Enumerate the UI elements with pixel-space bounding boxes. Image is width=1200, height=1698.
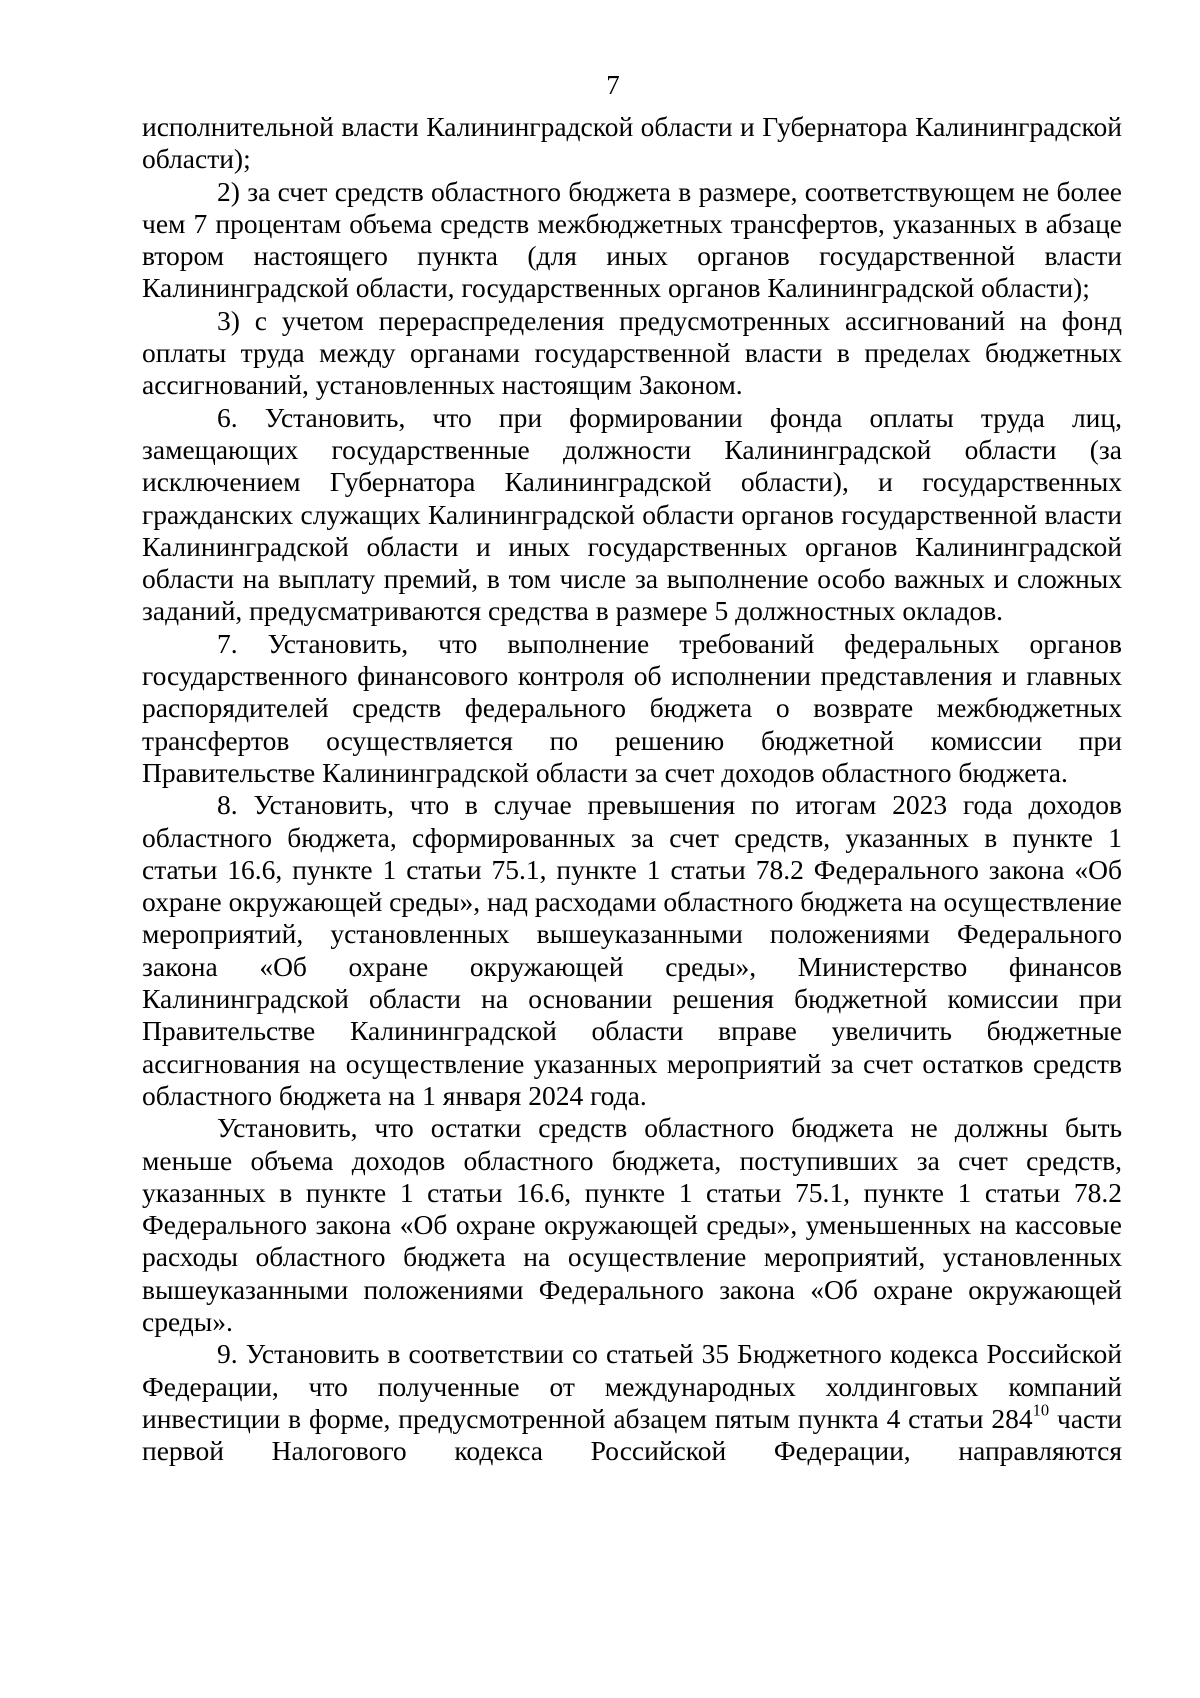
- paragraph-item-2: 2) за счет средств областного бюджета в размере, соответствующем не более чем 7 процентам объема средств межбюджетных трансфертов, указанных в абзаце втором настоящего пункта (для иных органов государственной власти Калининградской области, государственных органов Калининградской области);: [142, 175, 1122, 304]
- page-number: 7: [606, 70, 620, 100]
- paragraph-clause-8: 8. Установить, что в случае превышения по итогам 2023 года доходов областного бюджета, сформированных за счет средств, указанных в пункте 1 статьи 16.6, пункте 1 статьи 75.1, пункте 1 статьи 78.2 Федерального закона «Об охране окружающей среды», над расходами областного бюджета на осуществление мероприятий, установленных вышеуказанными положениями Федерального закона «Об охране окружающей среды», Министерство финансов Калининградской области на основании решения бюджетной комиссии при Правительстве Калининградской области вправе увеличить бюджетные ассигнования на осуществление указанных мероприятий за счет остатков средств областного бюджета на 1 января 2024 года.: [142, 789, 1122, 1111]
- clause-9-text-end: части первой Налогового кодекса Российской Федерации, направляются: [142, 1402, 1122, 1467]
- paragraph-clause-8-continued: Установить, что остатки средств областного бюджета не должны быть меньше объема доходов областного бюджета, поступивших за счет средств, указанных в пункте 1 статьи 16.6, пункте 1 статьи 75.1, пункте 1 статьи 78.2 Федерального закона «Об охране окружающей среды», уменьшенных на кассовые расходы областного бюджета на осуществление мероприятий, установленных вышеуказанными положениями Федерального закона «Об охране окружающей среды».: [142, 1112, 1122, 1337]
- paragraph-item-3: 3) с учетом перераспределения предусмотренных ассигнований на фонд оплаты труда между органами государственной власти в пределах бюджетных ассигнований, установленных настоящим Законом.: [142, 304, 1122, 401]
- paragraph-clause-7: 7. Установить, что выполнение требований федеральных органов государственного финансового контроля об исполнении представления и главных распорядителей средств федерального бюджета о возврате межбюджетных трансфертов осуществляется по решению бюджетной комиссии при Правительстве Калининградской области за счет доходов областного бюджета.: [142, 627, 1122, 788]
- paragraph-clause-6: 6. Установить, что при формировании фонда оплаты труда лиц, замещающих государственные должности Калининградской области (за исключением Губернатора Калининградской области), и государственных гражданских служащих Калининградской области органов государственной власти Калининградской области и иных государственных органов Калининградской области на выплату премий, в том числе за выполнение особо важных и сложных заданий, предусматриваются средства в размере 5 должностных окладов.: [142, 401, 1122, 627]
- paragraph-clause-9: [142, 1338, 1122, 1467]
- article-superscript: 10: [1032, 1400, 1050, 1420]
- paragraph-continuation: исполнительной власти Калининградской области и Губернатора Калининградской области);: [142, 111, 1122, 175]
- document-body: [142, 111, 1122, 1467]
- clause-9-text-start: 9. Установить в соответствии со статьей 35 Бюджетного кодекса Российской Федерации, что полученные от международных холдинговых компаний инвестиции в форме, предусмотренной абзацем пятым пункта 4 статьи 284: [142, 1338, 1122, 1434]
